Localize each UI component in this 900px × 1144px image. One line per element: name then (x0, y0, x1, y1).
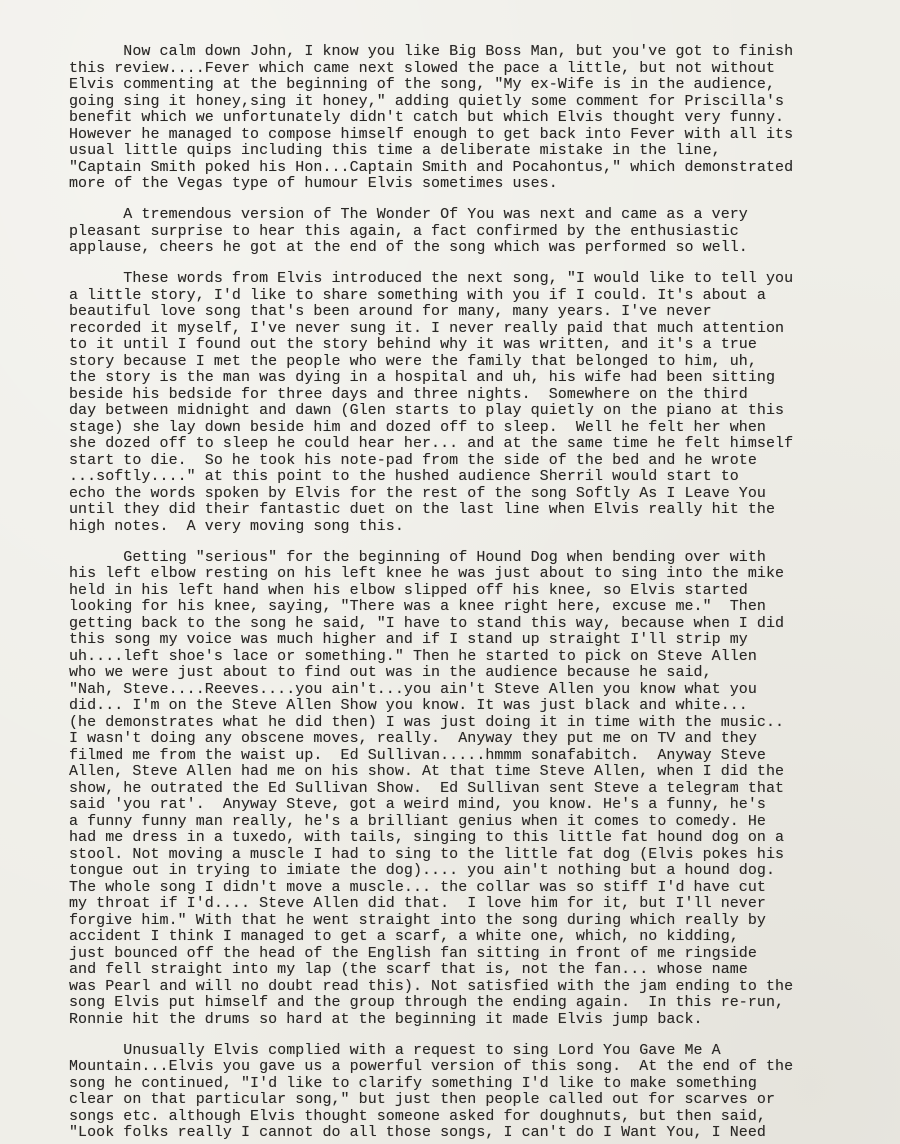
paragraph-wonder-of-you: A tremendous version of The Wonder Of You was next and came as a very pleasant surprise to hear this again, a fact confirmed by the enthusiastic applause, cheers he got at the end of the song which was performed so well. (69, 206, 748, 256)
paragraph-fever: Now calm down John, I know you like Big Boss Man, but you've got to finish this review....Fever which came next slowed the pace a little, but not without Elvis commenting at the beginning of the song, "My ex-Wife is in the audience, going sing it honey,sing it honey," adding quietly some comment for Priscilla's benefit which we unfortunately didn't catch but which Elvis thought very funny. However he managed to compose himself enough to get back into Fever with all its usual little quips including this time a deliberate mistake in the line, "Captain Smith poked his Hon...Captain Smith and Pocahontus," which demonstrated more of the Vegas type of humour Elvis sometimes uses. (69, 43, 794, 192)
paragraph-mountain: Unusually Elvis complied with a request to sing Lord You Gave Me A Mountain...Elvis you gave us a powerful version of this song. At the end of the song he continued, "I'd like to clarify something I'd like to make something clear on that particular song," but just then people called out for scarves or songs etc. although Elvis thought someone asked for doughnuts, but then said, "Look folks really I cannot do all those songs, I can't do I Want You, I Need (69, 1041, 794, 1141)
paragraph-softly-story: These words from Elvis introduced the next song, "I would like to tell you a little story, I'd like to share something with you if I could. It's about a beautiful love song that's been around for many, many years. I've never recorded it myself, I've never sung it. I never really paid that much attention to it until I found out the story behind why it was written, and it's a true story because I met the people who were the family that belonged to him, uh, the story is the man was dying in a hospital and uh, his wife had been sitting beside his bedside for three days and three nights. Somewhere on the third day between midnight and dawn (Glen starts to play quietly on the piano at this stage) she lay down beside him and dozed off to sleep. Well he felt her when she dozed off to sleep he could hear her... and at the same time he felt himself start to die. So he took his note-pad from the side of the bed and he wrote ...softly...." at this point to the hushed audience Sherril would start to echo the words spoken by Elvis for the rest of the song Softly As I Leave You until they did their fantastic duet on the last line when Elvis really hit the high notes. A very moving song this. (69, 270, 794, 535)
paragraph-hound-dog: Getting "serious" for the beginning of Hound Dog when bending over with his left elbow resting on his left knee he was just about to sing into the mike held in his left hand when his elbow slipped off his knee, so Elvis started looking for his knee, saying, "There was a knee right here, excuse me." Then getting back to the song he said, "I have to stand this way, because when I did this song my voice was much higher and if I stand up straight I'll strip my uh....left shoe's lace or something." Then he started to pick on Steve Allen who we were just about to find out was in the audience because he said, "Nah, Steve....Reeves....you ain't...you ain't Steve Allen you know what you did... I'm on the Steve Allen Show you know. It was just black and white... (he demonstrates what he did then) I was just doing it in time with the music.. I wasn't doing any obscene moves, really. Anyway they put me on TV and they filmed me from the waist up. Ed Sullivan.....hmmm sonafabitch. Anyway Steve Allen, Steve Allen had me on his show. At that time Steve Allen, when I did the show, he outrated the Ed Sullivan Show. Ed Sullivan sent Steve a telegram that said 'you rat'. Anyway Steve, got a weird mind, you know. He's a funny, he's a funny funny man really, he's a brilliant genius when it comes to comedy. He had me dress in a tuxedo, with tails, singing to this little fat hound dog on a stool. Not moving a muscle I had to sing to the little fat dog (Elvis pokes his tongue out in trying to imiate the dog).... you ain't nothing but a hound dog. The whole song I didn't move a muscle... the collar was so stiff I'd have cut my throat if I'd.... Steve Allen did that. I love him for it, but I'll never forgive him." With that he went straight into the song during which really by accident I think I managed to get a scarf, a white one, which, no kidding, just bounced off the head of the English fan sitting in front of me ringside and fell straight into my lap (the scarf that is, not the fan... whose name was Pearl and will no doubt read this). Not satisfied with the jam ending to the song Elvis put himself and the group through the ending again. In this re-run, Ronnie hit the drums so hard at the beginning it made Elvis jump back. (69, 548, 794, 1028)
